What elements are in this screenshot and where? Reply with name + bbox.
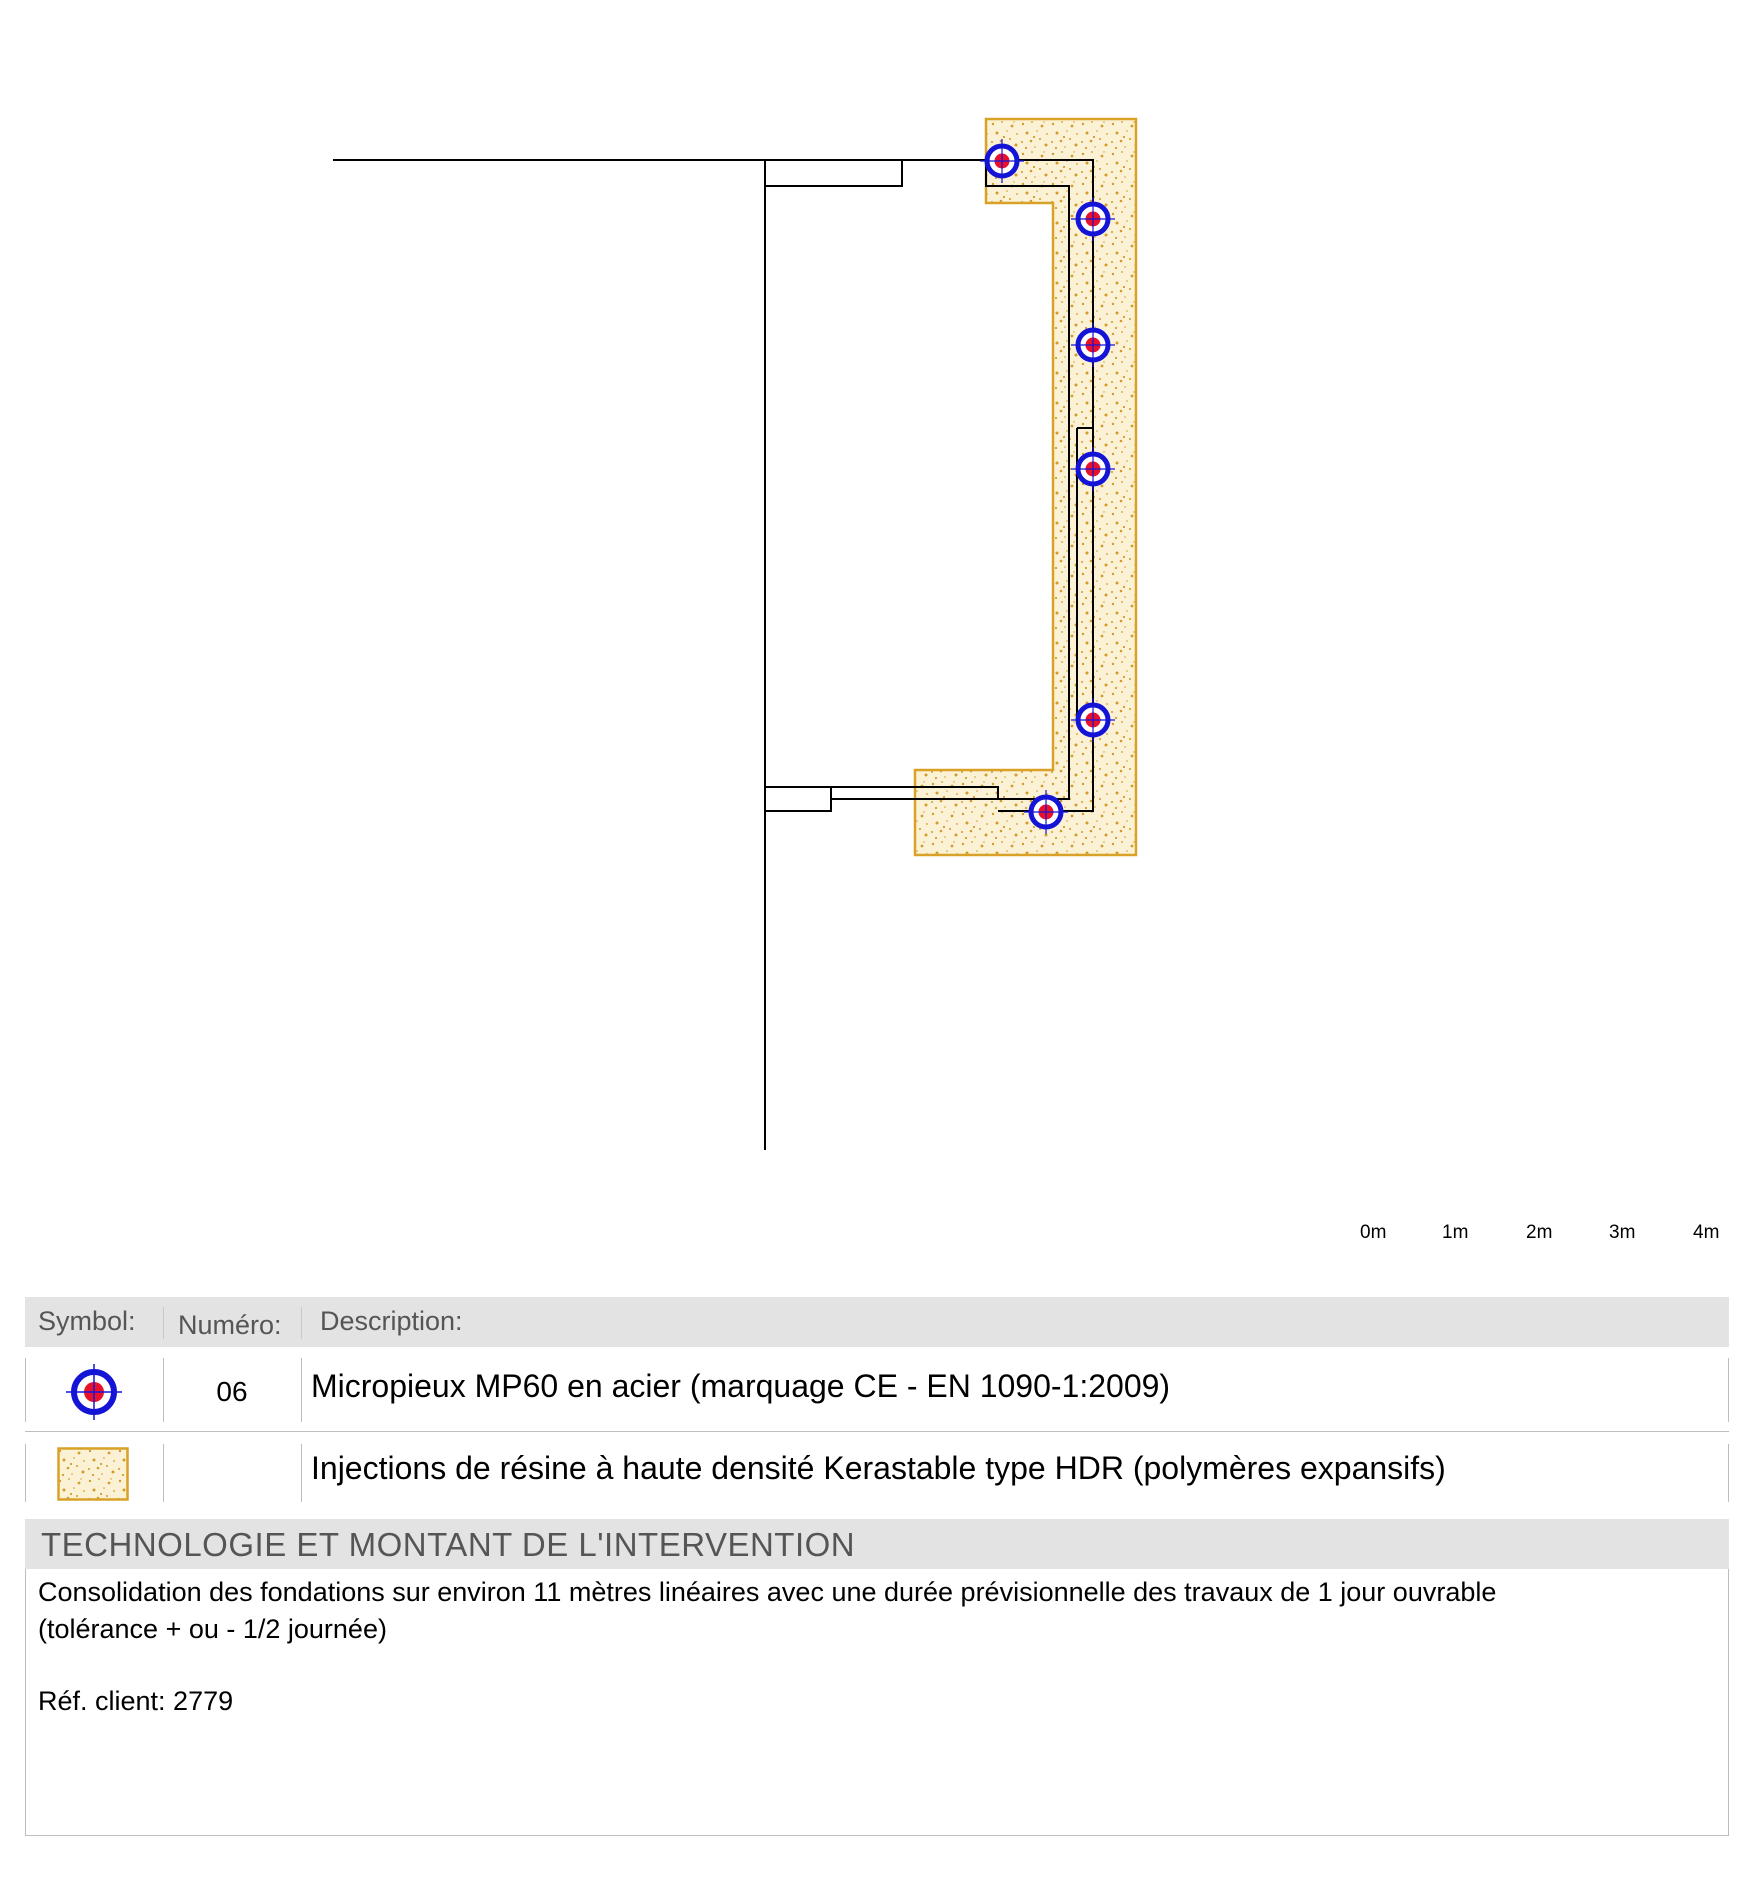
row-border [1728,1444,1729,1502]
step-structure-top [765,160,902,186]
legend-row-resin [25,1444,1729,1502]
client-reference: Réf. client: 2779 [38,1686,234,1716]
row-separator [25,1431,1729,1432]
legend-number: 06 [216,1376,248,1407]
notes-line: (tolérance + ou - 1/2 journée) [38,1614,387,1644]
scale-label-3m: 3m [1609,1222,1636,1243]
legend-row-micropile [25,1358,1729,1422]
row-border [25,1444,26,1502]
resin-injection-swatch [57,1447,129,1501]
row-border [25,1358,26,1422]
micropile-target-icon [66,1364,122,1420]
legend-description: Micropieux MP60 en acier (marquage CE - EN 1090-1:2009) [311,1368,1171,1404]
legend-description: Injections de résine à haute densité Kerastable type HDR (polymères expansifs) [311,1450,1446,1486]
row-divider [163,1444,164,1502]
row-border [1728,1358,1729,1422]
legend-header-number: Numéro: [178,1310,282,1340]
scale-label-4m: 4m [1693,1222,1720,1243]
scale-label-2m: 2m [1526,1222,1553,1243]
scale-label-0m: 0m [1360,1222,1387,1243]
legend-header [25,1297,1729,1347]
legend-header-divider [301,1307,302,1339]
notes-line: Consolidation des fondations sur environ 11 mètres linéaires avec une durée prévisionnelle des travaux de 1 jour ouvrable [38,1577,1497,1607]
section-title: TECHNOLOGIE ET MONTANT DE L'INTERVENTION [41,1526,856,1563]
row-divider [301,1444,302,1502]
section-header [25,1519,1729,1569]
notes-box [25,1569,1729,1836]
site-boundary [333,160,986,1150]
scale-label-1m: 1m [1442,1222,1469,1243]
legend-header-divider [163,1307,164,1339]
row-divider [301,1358,302,1422]
legend-header-symbol: Symbol: [38,1306,136,1336]
legend-header-description: Description: [320,1306,463,1336]
